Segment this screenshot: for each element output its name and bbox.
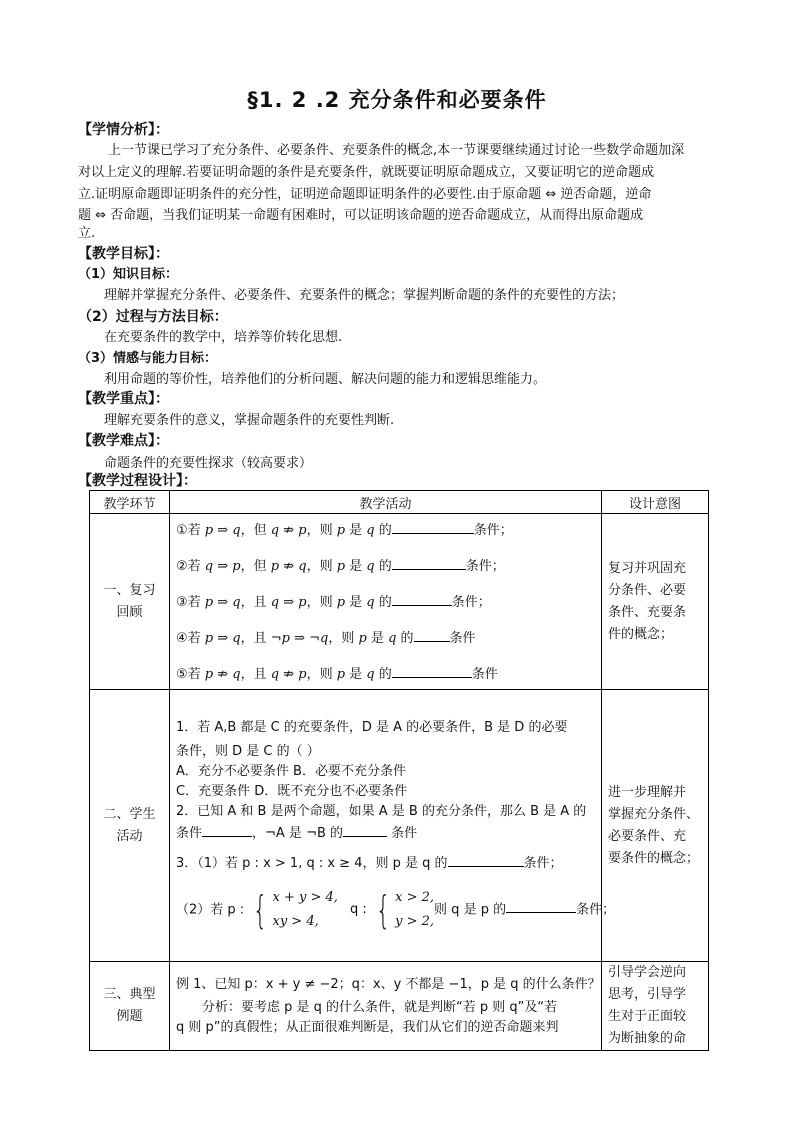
heading-nandian: 【教学难点】：: [78, 433, 169, 449]
question-1-line-1: 1．若 A,B 都是 C 的充要条件，D 是 A 的必要条件，B 是 D 的必要: [176, 719, 568, 735]
heading-guocheng: 【教学过程设计】：: [78, 473, 197, 489]
question-1-options-2: C．充要条件 D．既不充分也不必要条件: [176, 783, 408, 799]
answer-blank[interactable]: [343, 822, 387, 837]
heading-zhongdian: 【教学重点】：: [78, 391, 169, 407]
analysis-line-2: q 则 p”的真假性；从正面很难判断是，我们从它们的逆否命题来判: [176, 1019, 559, 1035]
activity-example: [170, 962, 602, 1051]
stage-example: 三、典型 例题: [90, 962, 170, 1051]
stage-review: 一、复习 回顾: [90, 514, 170, 690]
intent-example: 引导学会逆向 思考，引导学 生对于正面较 为断抽象的命: [602, 962, 709, 1051]
process-goal-title: （2）过程与方法目标：: [78, 309, 228, 325]
left-brace: {: [253, 887, 268, 932]
answer-blank[interactable]: [392, 663, 472, 678]
knowledge-goal-title: （1）知识目标：: [78, 267, 179, 282]
table-row: [90, 514, 709, 690]
review-item-3: ③若 p ⇒ q，且 q ⇒ p，则 p 是 q 的 条件；: [176, 591, 595, 613]
analysis-line-1: 分析：要考虑 p 是 q 的什么条件，就是判断“若 p 则 q”及“若: [202, 999, 558, 1015]
review-item-2: ②若 q ⇒ p，但 p ⇏ q，则 p 是 q 的 条件；: [176, 555, 595, 577]
heading-mubiao: 【教学目标】：: [78, 246, 169, 262]
header-stage: 教学环节: [90, 491, 170, 514]
example-1: 例 1、已知 p：x + y ≠ −2；q：x、y 不都是 −1，p 是 q 的什么条件？: [176, 976, 601, 992]
xueqing-line-3: 立.证明原命题即证明条件的充分性，证明逆命题即证明条件的必要性.由于原命题 ⇔ 逆否命题，逆命: [78, 187, 652, 202]
question-1-line-2: 条件，则 D 是 C 的（ ）: [176, 743, 320, 759]
answer-blank[interactable]: [414, 627, 450, 642]
intent-activity: 进一步理解并 掌握充分条件、 必要条件、充 要条件的概念；: [602, 690, 709, 962]
table-row: [90, 962, 709, 1051]
process-goal-text: 在充要条件的教学中，培养等价转化思想.: [104, 330, 343, 345]
left-brace: {: [375, 887, 391, 932]
answer-blank[interactable]: [392, 555, 466, 570]
xueqing-line-2: 对以上定义的理解.若要证明命题的条件是充要条件，就既要证明原命题成立，又要证明它的逆命题成: [78, 165, 655, 180]
activity-review: [170, 514, 602, 690]
nandian-text: 命题条件的充要性探求（较高要求）: [104, 456, 313, 471]
lesson-plan-table: [89, 490, 709, 1051]
page-title: §1. 2 .2 充分条件和必要条件: [247, 88, 547, 112]
answer-blank[interactable]: [392, 591, 452, 606]
answer-blank[interactable]: [448, 852, 524, 867]
stage-activity: 二、学生 活动: [90, 690, 170, 962]
knowledge-goal-text: 理解并掌握充分条件、必要条件、充要条件的概念；掌握判断命题的条件的充要性的方法；: [104, 288, 625, 303]
question-3-part-1: 3．（1）若 p : x > 1, q : x ≥ 4，则 p 是 q 的 条件；: [176, 852, 595, 874]
question-3-part-2: （2）若 p : { x + y > 4, xy > 4, q : { x > 2, y > 2, 则 q 是 p 的 条件；: [176, 887, 616, 932]
question-2-line-2: 条件 ，¬A 是 ¬B 的 条件: [176, 822, 595, 844]
table-header-row: [90, 491, 709, 514]
heading-xueqing: 【学情分析】：: [78, 122, 169, 138]
xueqing-line-5: 立.: [78, 226, 96, 241]
system-p: x + y > 4, xy > 4,: [272, 889, 338, 929]
review-item-5: ⑤若 p ⇏ q，且 q ⇏ p，则 p 是 q 的 条件: [176, 663, 595, 685]
question-2-line-1: 2．已知 A 和 B 是两个命题，如果 A 是 B 的充分条件，那么 B 是 A 的: [176, 803, 587, 819]
answer-blank[interactable]: [506, 898, 576, 913]
xueqing-line-4: 题 ⇔ 否命题，当我们证明某一命题有困难时，可以证明该命题的逆否命题成立，从而得出原命题成: [78, 208, 644, 223]
emotion-goal-text: 利用命题的等价性，培养他们的分析问题、解决问题的能力和逻辑思维能力。: [104, 372, 547, 387]
review-item-1: ①若 p ⇒ q，但 q ⇏ p，则 p 是 q 的 条件；: [176, 519, 595, 541]
table-row: [90, 690, 709, 962]
xueqing-line-1: 上一节课已学习了充分条件、必要条件、充要条件的概念,本一节课要继续通过讨论一些数学命题加深: [108, 143, 685, 158]
question-1-options-1: A．充分不必要条件 B．必要不充分条件: [176, 763, 406, 779]
header-activity: 教学活动: [170, 491, 602, 514]
answer-blank[interactable]: [202, 822, 252, 837]
activity-student: [170, 690, 616, 962]
header-intent: 设计意图: [602, 491, 709, 514]
review-item-4: ④若 p ⇒ q，且 ¬p ⇒ ¬q，则 p 是 q 的 条件: [176, 627, 595, 649]
emotion-goal-title: （3）情感与能力目标：: [78, 351, 218, 366]
zhongdian-text: 理解充要条件的意义，掌握命题条件的充要性判断.: [104, 413, 395, 428]
answer-blank[interactable]: [392, 519, 474, 534]
system-q: x > 2, y > 2,: [395, 889, 435, 929]
intent-review: 复习并巩固充 分条件、必要 条件、充要条 件的概念；: [602, 514, 709, 690]
